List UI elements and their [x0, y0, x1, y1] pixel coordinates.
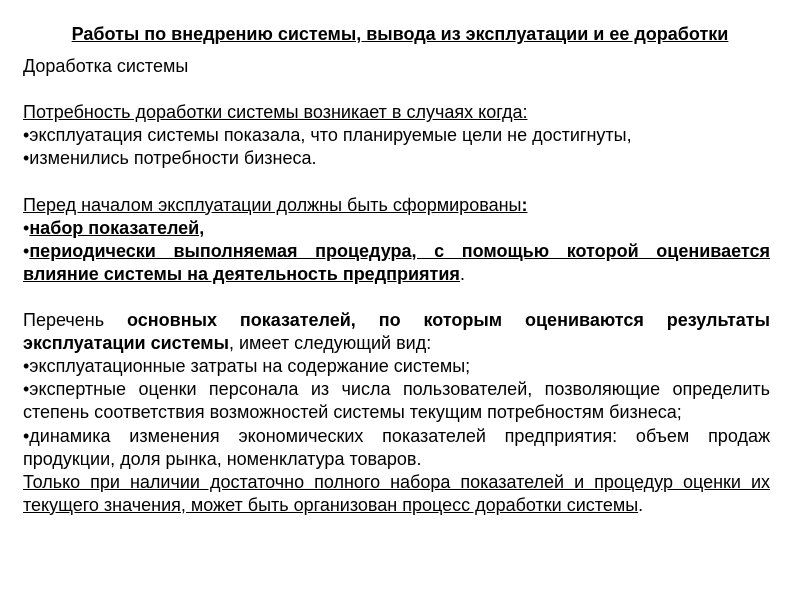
need-item-goals: •эксплуатация системы показала, что планируемые цели не достигнуты,	[23, 125, 632, 146]
spacer	[23, 286, 770, 309]
indicators-intro-bold: основных показателей, по которым оцениваются результаты эксплуатации системы	[23, 310, 770, 354]
conclusion	[23, 471, 770, 517]
need-item-business: •изменились потребности бизнеса.	[23, 148, 317, 169]
slide-body	[23, 55, 770, 517]
before-intro-text: Перед началом эксплуатации должны быть сформированы	[23, 194, 522, 215]
spacer	[23, 78, 770, 101]
indicator-item-economics: •динамика изменения экономических показателей предприятия: объем продаж продукции, доля рынка, номенклатура товаров.	[23, 425, 770, 469]
before-intro	[23, 194, 770, 217]
indicator-item-expert: •экспертные оценки персонала из числа пользователей, позволяющие определить степень соответствия возможностей системы текущим потребностям бизнеса;	[23, 379, 770, 423]
indicators-intro-plain: Перечень	[23, 310, 127, 331]
before-item-indicators-text: набор показателей,	[29, 217, 205, 238]
before-intro-colon: :	[521, 194, 528, 215]
spacer	[23, 170, 770, 193]
conclusion-text: Только при наличии достаточно полного набора показателей и процедур оценки их текущего значения, может быть организован процесс доработки системы	[23, 471, 770, 515]
before-item-procedure-text: периодически выполняемая процедура, с помощью которой оценивается влияние системы на деятельность предприятия	[23, 240, 770, 284]
slide-title: Работы по внедрению системы, вывода из эксплуатации и ее доработки	[71, 24, 729, 44]
conclusion-end: .	[638, 494, 644, 515]
need-intro: Потребность доработки системы возникает в случаях когда:	[23, 102, 528, 123]
before-item-indicators	[23, 217, 770, 240]
before-item-procedure-end: .	[459, 263, 465, 284]
bullet: •	[23, 240, 30, 261]
before-item-procedure	[23, 240, 770, 286]
indicators-intro-tail: , имеет следующий вид:	[228, 333, 432, 354]
section-heading: Доработка системы	[23, 56, 189, 76]
bullet: •	[23, 217, 30, 238]
indicators-intro	[23, 309, 770, 355]
indicator-item-costs: •эксплуатационные затраты на содержание системы;	[23, 356, 471, 377]
